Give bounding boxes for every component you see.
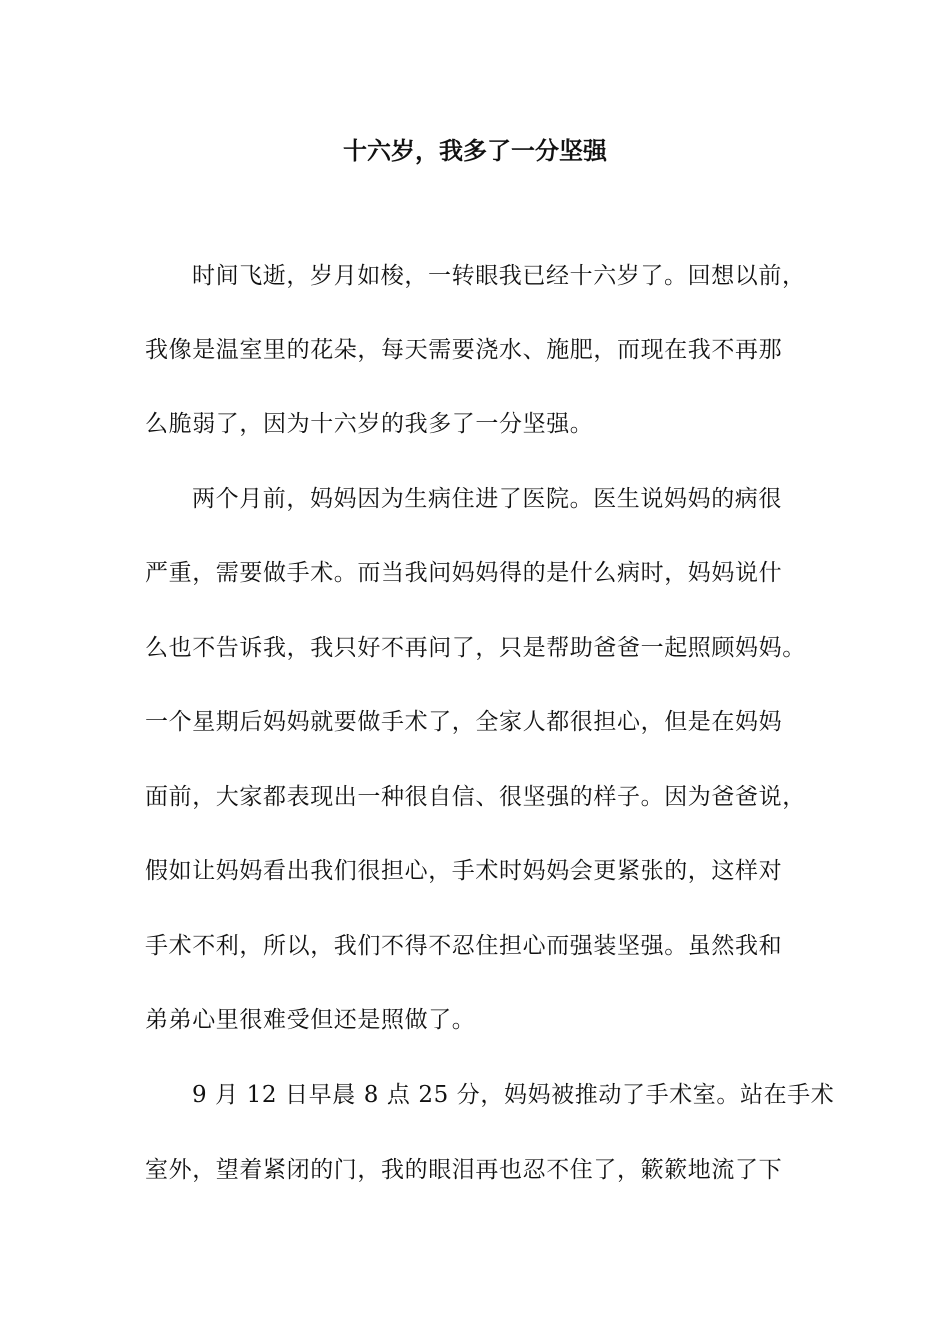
paragraph-2-line-2: 严重，需要做手术。而当我问妈妈得的是什么病时，妈妈说什 bbox=[145, 560, 783, 586]
paragraph-2-line-6: 假如让妈妈看出我们很担心，手术时妈妈会更紧张的，这样对 bbox=[145, 858, 783, 884]
paragraph-1-line-3: 么脆弱了，因为十六岁的我多了一分坚强。 bbox=[145, 411, 594, 437]
paragraph-2-line-7: 手术不利，所以，我们不得不忍住担心而强装坚强。虽然我和 bbox=[145, 933, 783, 959]
paragraph-2-line-1: 两个月前，妈妈因为生病住进了医院。医生说妈妈的病很 bbox=[192, 486, 782, 512]
paragraph-1-line-1: 时间飞逝，岁月如梭，一转眼我已经十六岁了。回想以前， bbox=[192, 263, 806, 289]
paragraph-2-line-5: 面前，大家都表现出一种很自信、很坚强的样子。因为爸爸说， bbox=[145, 784, 806, 810]
paragraph-2-line-4: 一个星期后妈妈就要做手术了，全家人都很担心，但是在妈妈 bbox=[145, 709, 783, 735]
paragraph-3-line-1: 9 月 12 日早晨 8 点 25 分，妈妈被推动了手术室。站在手术 bbox=[192, 1082, 835, 1108]
paragraph-1-line-2: 我像是温室里的花朵，每天需要浇水、施肥，而现在我不再那 bbox=[145, 337, 783, 363]
paragraph-2-line-8: 弟弟心里很难受但还是照做了。 bbox=[145, 1007, 476, 1033]
paragraph-3-line-2: 室外，望着紧闭的门，我的眼泪再也忍不住了，簌簌地流了下 bbox=[145, 1157, 783, 1183]
essay-title: 十六岁，我多了一分坚强 bbox=[343, 136, 607, 165]
paragraph-2-line-3: 么也不告诉我，我只好不再问了，只是帮助爸爸一起照顾妈妈。 bbox=[145, 635, 806, 661]
